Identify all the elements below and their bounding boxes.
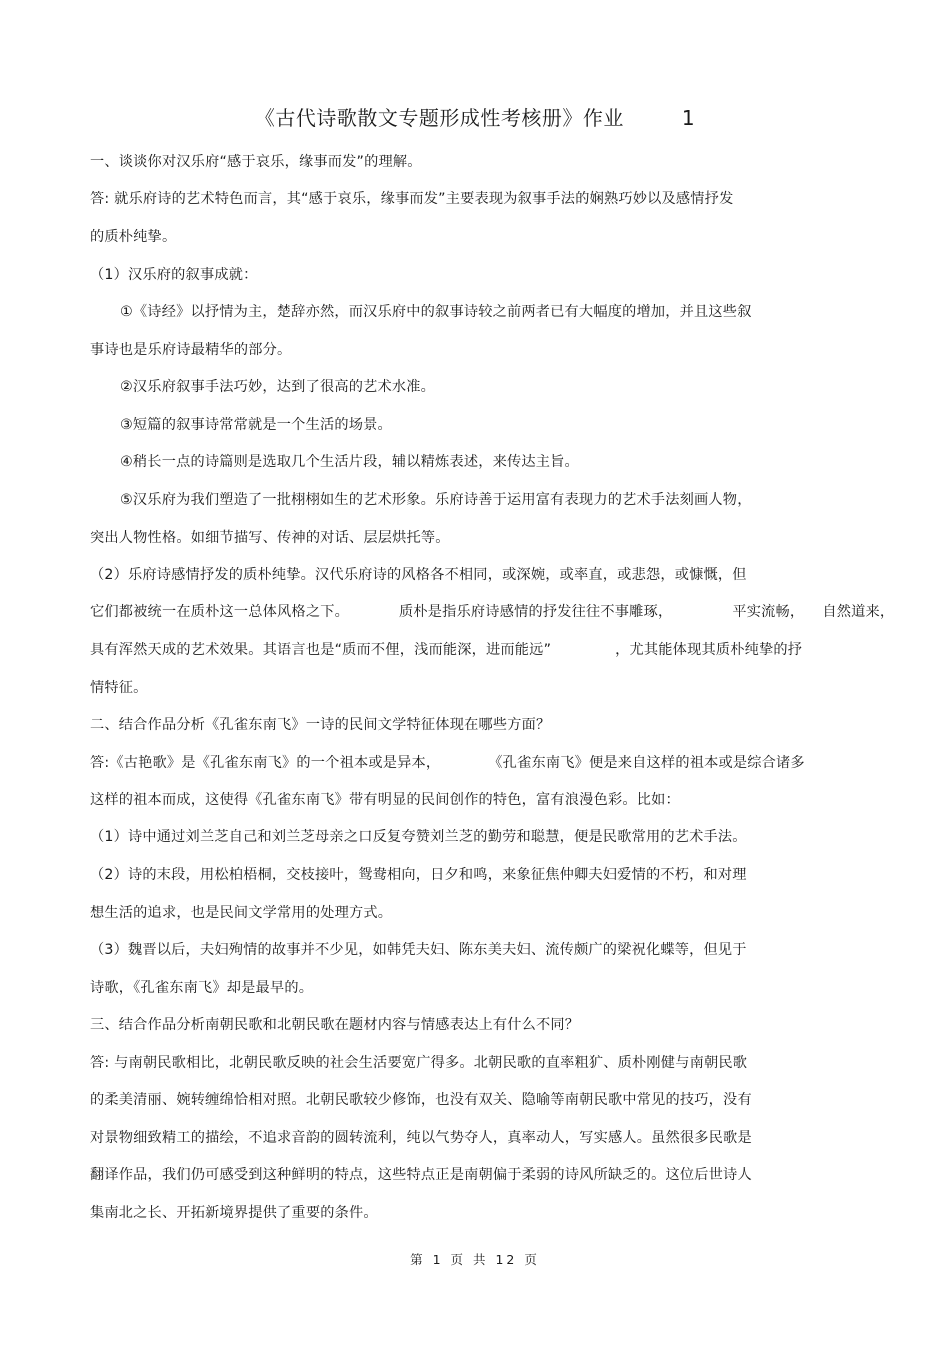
answer-2-point-2-line-1: （2）诗的末段，用松柏梧桐，交枝接叶，鸳鸯相向，日夕和鸣，来象征焦仲卿夫妇爱情的不朽，和对理 xyxy=(90,867,747,883)
text-segment: 自然道来， xyxy=(822,604,895,620)
text-segment: 平实流畅， xyxy=(732,604,805,620)
subsection-2-line-2 xyxy=(90,601,894,621)
answer-3-line-2: 的柔美清丽、婉转缠绵恰相对照。北朝民歌较少修饰，也没有双关、隐喻等南朝民歌中常见的技巧，没有 xyxy=(90,1092,752,1108)
answer-3-line-1: 答: 与南朝民歌相比，北朝民歌反映的社会生活要宽广得多。北朝民歌的直率粗犷、质朴刚健与南朝民歌 xyxy=(90,1055,748,1071)
point-5-line-1: ⑤汉乐府为我们塑造了一批栩栩如生的艺术形象。乐府诗善于运用富有表现力的艺术手法刻画人物， xyxy=(120,492,752,508)
subsection-2-line-4: 情特征。 xyxy=(90,680,148,696)
answer-2-point-2-line-2: 想生活的追求，也是民间文学常用的处理方式。 xyxy=(90,905,393,921)
question-1: 一、谈谈你对汉乐府“感于哀乐，缘事而发”的理解。 xyxy=(90,154,422,170)
page-footer: 第 1 页 共 12 页 xyxy=(410,1252,540,1267)
point-1-line-2: 事诗也是乐府诗最精华的部分。 xyxy=(90,342,292,358)
subsection-1-heading: （1）汉乐府的叙事成就： xyxy=(90,267,258,283)
point-5-line-2: 突出人物性格。如细节描写、传神的对话、层层烘托等。 xyxy=(90,530,450,546)
point-2: ②汉乐府叙事手法巧妙，达到了很高的艺术水准。 xyxy=(120,379,436,395)
subsection-2-line-3 xyxy=(90,639,802,659)
answer-3-line-5: 集南北之长、开拓新境界提供了重要的条件。 xyxy=(90,1205,378,1221)
answer-2-point-3-line-2: 诗歌，《孔雀东南飞》却是最早的。 xyxy=(90,980,314,996)
subsection-2-line-1: （2）乐府诗感情抒发的质朴纯挚。汉代乐府诗的风格各不相同，或深婉，或率直，或悲怨，或慷慨，但 xyxy=(90,567,747,583)
text-segment: 答:《古艳歌》是《孔雀东南飞》的一个祖本或是异本， xyxy=(90,755,441,771)
answer-1-line-1: 答: 就乐府诗的艺术特色而言，其“感于哀乐，缘事而发”主要表现为叙事手法的娴熟巧妙以及感情抒发 xyxy=(90,191,734,207)
answer-3-line-3: 对景物细致精工的描绘，不追求音韵的圆转流利，纯以气势夺人，真率动人，写实感人。虽然很多民歌是 xyxy=(90,1130,752,1146)
answer-1-line-2: 的质朴纯挚。 xyxy=(90,229,177,245)
answer-2-line-2: 这样的祖本而成，这使得《孔雀东南飞》带有明显的民间创作的特色，富有浪漫色彩。比如： xyxy=(90,792,680,808)
point-3: ③短篇的叙事诗常常就是一个生活的场景。 xyxy=(120,417,392,433)
question-2: 二、结合作品分析《孔雀东南飞》一诗的民间文学特征体现在哪些方面？ xyxy=(90,717,551,733)
text-segment: 它们都被统一在质朴这一总体风格之下。 xyxy=(90,604,349,620)
point-1-line-1: ①《诗经》以抒情为主，楚辞亦然，而汉乐府中的叙事诗较之前两者已有大幅度的增加，并且这些叙 xyxy=(120,304,752,320)
answer-2-point-1: （1）诗中通过刘兰芝自己和刘兰芝母亲之口反复夸赞刘兰芝的勤劳和聪慧，便是民歌常用的艺术手法。 xyxy=(90,829,747,845)
page-title xyxy=(0,102,950,131)
question-3: 三、结合作品分析南朝民歌和北朝民歌在题材内容与情感表达上有什么不同？ xyxy=(90,1017,580,1033)
text-segment: 《孔雀东南飞》便是来自这样的祖本或是综合诸多 xyxy=(488,755,805,771)
point-4: ④稍长一点的诗篇则是选取几个生活片段，辅以精炼表述，来传达主旨。 xyxy=(120,454,579,470)
answer-2-point-3-line-1: （3）魏晋以后，夫妇殉情的故事并不少见，如韩凭夫妇、陈东美夫妇、流传颇广的梁祝化蝶等，但见于 xyxy=(90,942,747,958)
text-segment: ，尤其能体现其质朴纯挚的抒 xyxy=(615,642,803,658)
text-segment: 具有浑然天成的艺术效果。其语言也是“质而不俚，浅而能深，进而能远” xyxy=(90,642,552,658)
answer-3-line-4: 翻译作品，我们仍可感受到这种鲜明的特点，这些特点正是南朝偏于柔弱的诗风所缺乏的。这位后世诗人 xyxy=(90,1167,752,1183)
text-segment: 质朴是指乐府诗感情的抒发往往不事雕琢， xyxy=(398,604,673,620)
title-number: 1 xyxy=(681,106,696,130)
answer-2-line-1 xyxy=(90,752,805,772)
title-text: 《古代诗歌散文专题形成性考核册》作业 xyxy=(254,106,624,130)
